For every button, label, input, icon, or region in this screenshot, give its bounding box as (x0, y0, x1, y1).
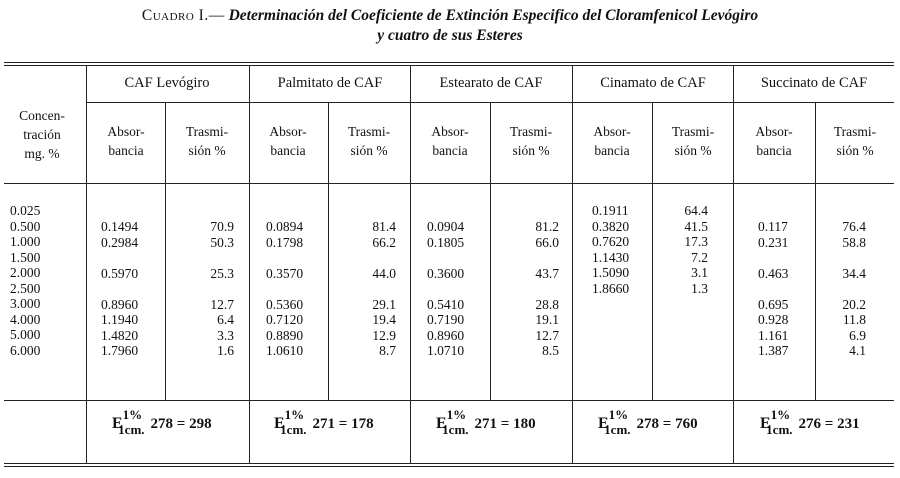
absorbancia-cell: 0.0904 (427, 219, 465, 234)
absorbancia-cell: 1.4820 (101, 327, 139, 343)
trasmision-cell: 20.2 (842, 296, 866, 312)
eq-operator: = (662, 416, 672, 432)
concentration-cell: 0.025 (10, 203, 41, 218)
tras-header-line: sión % (836, 143, 874, 158)
trasmision-column (660, 203, 708, 296)
absorbancia-cell: 0.7120 (266, 312, 304, 327)
eq-symbol: E (760, 415, 771, 432)
trasmision-cell: 76.4 (842, 219, 866, 234)
abs-header (258, 122, 318, 160)
group-name-caf: CAF Levógiro (124, 75, 210, 91)
trasmision-cell: 64.4 (684, 203, 708, 218)
absorbancia-column (592, 203, 650, 296)
tras-header (498, 122, 564, 160)
tras-header-line: Trasmi- (185, 124, 229, 139)
concentration-cell: 3.000 (10, 296, 41, 311)
absorbancia-cell: 0.3820 (592, 218, 630, 234)
tras-header (660, 122, 726, 160)
conc-header (0, 106, 84, 163)
absorbancia-cell (101, 250, 159, 266)
trasmision-cell (820, 281, 866, 297)
eq-operator: = (824, 416, 834, 432)
absorbancia-cell: 0.695 (758, 296, 789, 312)
absorbancia-cell: 1.387 (758, 343, 789, 358)
absorbancia-cell: 1.0710 (427, 343, 465, 358)
conc-header-line: Concen- (19, 108, 65, 123)
tras-header-line: Trasmi- (833, 124, 877, 139)
concentration-cell: 1.000 (10, 234, 41, 249)
eq-value: 178 (351, 416, 374, 432)
concentration-cell: 2.000 (10, 265, 41, 280)
trasmision-cell: 34.4 (842, 265, 866, 281)
absorbancia-cell: 0.1911 (592, 203, 629, 218)
eq-symbol: E (112, 415, 123, 432)
trasmision-column (820, 219, 866, 359)
subcol-rule-g4 (815, 102, 816, 400)
absorbancia-cell: 0.1494 (101, 219, 139, 234)
trasmision-cell: 81.2 (535, 219, 559, 234)
extinction-coefficient (436, 407, 536, 437)
absorbancia-cell: 0.7620 (592, 234, 630, 249)
absorbancia-cell (266, 281, 324, 297)
trasmision-cell (500, 281, 559, 297)
trasmision-cell: 12.7 (535, 327, 559, 343)
eq-operator: = (176, 416, 186, 432)
trasmision-cell: 7.2 (691, 249, 708, 265)
header-body-rule (4, 183, 894, 184)
concentration-cell: 6.000 (10, 342, 41, 358)
abs-header-line: Absor- (107, 124, 145, 139)
trasmision-cell: 19.4 (372, 312, 396, 327)
subcol-rule-g3 (652, 102, 653, 400)
abs-header-line: bancia (594, 143, 630, 158)
absorbancia-cell: 0.231 (758, 234, 789, 250)
abs-header-line: bancia (270, 143, 306, 158)
table-caption (0, 6, 900, 46)
absorbancia-cell: 0.1805 (427, 234, 465, 250)
trasmision-cell: 70.9 (210, 219, 234, 234)
absorbancia-cell (758, 281, 808, 297)
group-name-cinamato: Cinamato de CAF (600, 75, 706, 91)
abs-header-line: Absor- (593, 124, 631, 139)
trasmision-column (180, 219, 234, 359)
abs-header-line: Absor- (431, 124, 469, 139)
subcol-rule-g2 (490, 102, 491, 400)
trasmision-cell: 6.9 (849, 327, 866, 343)
trasmision-cell: 4.1 (849, 343, 866, 358)
tras-header-line: Trasmi- (671, 124, 715, 139)
absorbancia-cell (758, 250, 808, 266)
top-rule-1 (4, 62, 894, 63)
eq-wavelength: 276 (798, 416, 822, 432)
concentration-cell: 4.000 (10, 311, 41, 327)
eq-symbol: E (436, 415, 447, 432)
abs-header-line: Absor- (755, 124, 793, 139)
trasmision-cell: 1.3 (691, 280, 708, 296)
eq-value: 180 (513, 416, 536, 432)
eq-subscript: 1cm. (766, 422, 793, 437)
eq-symbol: E (598, 415, 609, 432)
eq-subscript: 1cm. (442, 422, 469, 437)
trasmision-cell: 3.3 (217, 327, 234, 343)
trasmision-cell: 6.4 (217, 312, 234, 327)
eq-wavelength: 271 (312, 416, 336, 432)
bottom-rule-2 (4, 466, 894, 467)
trasmision-cell: 28.8 (535, 296, 559, 312)
top-rule-2 (4, 65, 894, 66)
eq-operator: = (338, 416, 348, 432)
absorbancia-cell: 0.7190 (427, 312, 465, 327)
trasmision-cell (820, 250, 866, 266)
tras-header-line: sión % (512, 143, 550, 158)
trasmision-cell: 1.6 (217, 343, 234, 358)
absorbancia-cell: 0.463 (758, 265, 789, 281)
trasmision-cell: 17.3 (684, 234, 708, 249)
col-rule-g1 (249, 65, 250, 463)
extinction-coefficient (598, 407, 698, 437)
tras-header-line: Trasmi- (509, 124, 553, 139)
tras-header-line: Trasmi- (347, 124, 391, 139)
abs-header (420, 122, 480, 160)
group-name-estearato: Estearato de CAF (439, 75, 543, 91)
abs-header (582, 122, 642, 160)
col-rule-conc (86, 65, 87, 463)
eq-value: 760 (675, 416, 698, 432)
conc-header-line: mg. % (24, 146, 60, 161)
subcol-rule-g1 (328, 102, 329, 400)
body-footer-rule (4, 400, 894, 401)
group-name-palmitato: Palmitato de CAF (277, 75, 383, 91)
tras-header (174, 122, 240, 160)
eq-subscript: 1cm. (280, 422, 307, 437)
eq-wavelength: 278 (636, 416, 660, 432)
concentration-column (10, 203, 80, 358)
trasmision-cell (340, 281, 396, 297)
absorbancia-cell: 0.8960 (101, 296, 139, 312)
eq-subscript: 1cm. (604, 422, 631, 437)
absorbancia-cell: 1.0610 (266, 343, 304, 358)
tras-header (822, 122, 888, 160)
extinction-coefficient (274, 407, 374, 437)
absorbancia-cell: 0.117 (758, 219, 788, 234)
eq-superscript: 1% (446, 407, 467, 422)
trasmision-cell: 25.3 (210, 265, 234, 281)
absorbancia-cell: 0.8960 (427, 327, 465, 343)
absorbancia-cell: 0.3600 (427, 265, 465, 281)
eq-value: 231 (837, 416, 860, 432)
trasmision-cell (500, 250, 559, 266)
trasmision-cell: 8.7 (379, 343, 396, 358)
eq-subscript: 1cm. (118, 422, 145, 437)
trasmision-cell: 12.7 (210, 296, 234, 312)
caption-lead: Cuadro I.— (141, 7, 225, 24)
trasmision-cell: 41.5 (684, 218, 708, 234)
trasmision-cell: 19.1 (535, 312, 559, 327)
eq-superscript: 1% (284, 407, 305, 422)
absorbancia-cell: 1.8660 (592, 280, 630, 296)
trasmision-cell (180, 281, 234, 297)
col-rule-g2 (410, 65, 411, 463)
trasmision-cell: 66.2 (372, 234, 396, 250)
absorbancia-cell: 1.7960 (101, 343, 139, 358)
absorbancia-cell (101, 281, 159, 297)
caption-title-line2: y cuatro de sus Esteres (377, 27, 523, 44)
eq-superscript: 1% (770, 407, 791, 422)
absorbancia-column (101, 219, 159, 359)
absorbancia-cell (427, 250, 485, 266)
concentration-cell: 0.500 (10, 218, 41, 234)
abs-header-line: bancia (108, 143, 144, 158)
absorbancia-cell: 0.2984 (101, 234, 139, 250)
absorbancia-cell: 1.1940 (101, 312, 139, 327)
trasmision-cell (180, 250, 234, 266)
abs-header-line: Absor- (269, 124, 307, 139)
trasmision-cell: 12.9 (372, 327, 396, 343)
absorbancia-column (758, 219, 808, 359)
absorbancia-cell (427, 281, 485, 297)
eq-superscript: 1% (122, 407, 143, 422)
absorbancia-column (427, 219, 485, 359)
eq-operator: = (500, 416, 510, 432)
absorbancia-cell: 0.1798 (266, 234, 304, 250)
trasmision-cell: 11.8 (842, 312, 866, 327)
abs-header (743, 122, 805, 160)
caption-line-1 (0, 6, 900, 26)
absorbancia-cell: 0.928 (758, 312, 789, 327)
absorbancia-cell: 0.5410 (427, 296, 465, 312)
abs-header (96, 122, 156, 160)
trasmision-cell: 29.1 (372, 296, 396, 312)
concentration-cell: 1.500 (10, 249, 41, 265)
conc-header-line: tración (23, 127, 61, 142)
tras-header-line: sión % (674, 143, 712, 158)
col-rule-g3 (572, 65, 573, 463)
eq-wavelength: 278 (150, 416, 174, 432)
absorbancia-cell: 0.3570 (266, 265, 304, 281)
trasmision-cell (340, 250, 396, 266)
eq-value: 298 (189, 416, 212, 432)
eq-superscript: 1% (608, 407, 629, 422)
extinction-coefficient (112, 407, 212, 437)
caption-title-line1: Determinación del Coeficiente de Extinción Especifico del Cloramfenicol Levógiro (228, 7, 759, 24)
absorbancia-cell: 0.5970 (101, 265, 139, 281)
eq-wavelength: 271 (474, 416, 498, 432)
trasmision-column (500, 219, 559, 359)
trasmision-cell: 81.4 (372, 219, 396, 234)
concentration-cell: 5.000 (10, 327, 41, 342)
col-rule-g4 (733, 65, 734, 463)
tras-header-line: sión % (188, 143, 226, 158)
trasmision-cell: 8.5 (542, 343, 559, 358)
absorbancia-cell: 0.5360 (266, 296, 304, 312)
absorbancia-cell: 1.5090 (592, 265, 630, 280)
subcol-rule-g0 (165, 102, 166, 400)
trasmision-cell: 43.7 (535, 265, 559, 281)
trasmision-cell: 50.3 (210, 234, 234, 250)
trasmision-cell: 58.8 (842, 234, 866, 250)
absorbancia-cell: 1.1430 (592, 249, 630, 265)
tras-header-line: sión % (350, 143, 388, 158)
trasmision-cell: 44.0 (372, 265, 396, 281)
absorbancia-cell: 0.0894 (266, 219, 304, 234)
eq-symbol: E (274, 415, 285, 432)
bottom-rule-1 (4, 463, 894, 464)
tras-header (336, 122, 402, 160)
group-name-succinato: Succinato de CAF (760, 75, 868, 91)
abs-header-line: bancia (432, 143, 468, 158)
absorbancia-column (266, 219, 324, 359)
extinction-coefficient (760, 407, 860, 437)
trasmision-cell: 66.0 (535, 234, 559, 250)
absorbancia-cell: 0.8890 (266, 327, 304, 343)
trasmision-cell: 3.1 (691, 265, 708, 280)
absorbancia-cell: 1.161 (758, 327, 789, 343)
concentration-cell: 2.500 (10, 280, 41, 296)
absorbancia-cell (266, 250, 324, 266)
abs-header-line: bancia (756, 143, 792, 158)
trasmision-column (340, 219, 396, 359)
